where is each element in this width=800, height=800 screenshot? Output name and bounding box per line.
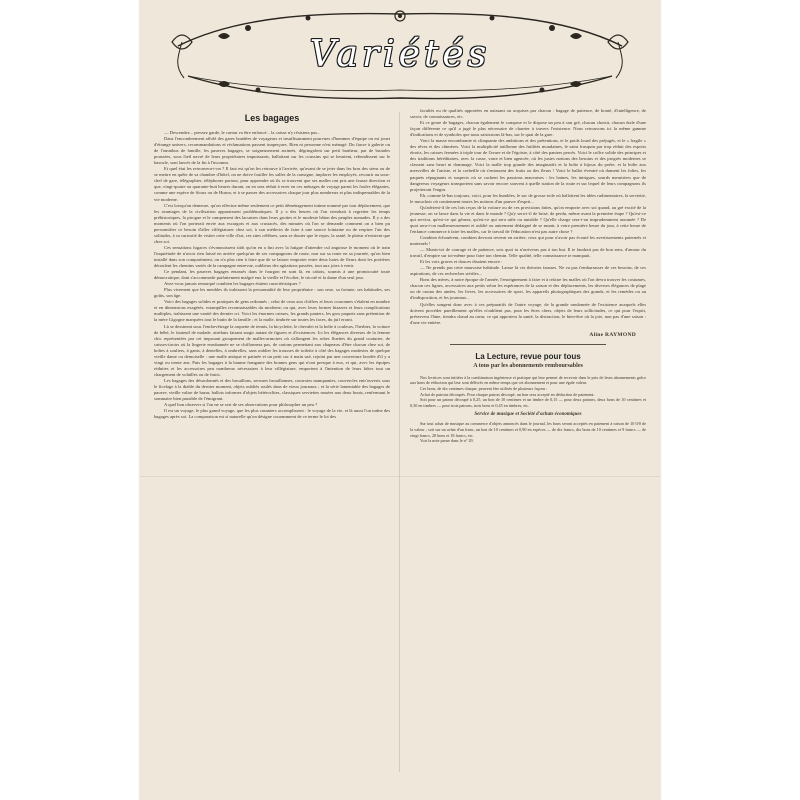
article-paragraph: Là se dessinent sous l'enchevêtrage la raquette de tennis, la bicyclette, le chevalet et la boîte à couleurs, l'herbier, la voiture de bébé, le fauteuil de malade, attributs faisant surgir autant de figures et d'existences. Ici les élégances diverses de la femme chic représentées par cet imposant groupement de malles-armoires où s'allongent les robes fluettes du grand couturier, de caisses-tiroirs où la lingerie enrubannée ne se chiffonnera pas, de cartons permettant aux chapeaux d'être chacun chez soi, de boîtes à souliers, à gants, à dentelles, à ombrelles, sans oublier les trousses de toilette à côté des bagages modestes de quelque vieille dame ou demoiselle : une malle antique et patinée et un petit sac à main usé, rejoint par une couverture brodée d'il y a vingt ou trente ans. Puis les bagages à la baume frangante des bonnes gens qui n'ont presque à eux, et qui, avec les équipes réduites et les accessoires peu nombreux nécessaires à leur villégiature, emportent à l'intention de leurs hôtes tout un chargement de volailles ou de fruits.: [154, 323, 390, 377]
column-divider: [399, 112, 400, 772]
banner-garland-bottom: [188, 76, 612, 99]
column-left: [154, 108, 390, 798]
lecture-paragraph: Soit pour un patron découpé à 0,25, un bon de 10 centimes et un timbre de 0,15 — pour deux patrons, deux bons de 10 centimes et 0,30 en timbres — pour trois patrons, trois bons et 0,45 en timbres, etc.: [410, 397, 646, 408]
section-divider: [450, 344, 606, 345]
article-paragraph: Qu'advient-il de ces lots reçus de la voiture ou de ces provisions faites, qu'on emporte avec soi quand, au gré excité de la jeunesse, on se lance dans la vie et dans le monde ? Qu'y sera-t-il de brisé, de perdu, même avant la première étape ? Qu'est-ce qui servira, qu'est-ce qui gênera, qu'est-ce qui sera utile ou nuisible ? Qu'elle charge sera-t-on imprudemment assumée ? De quoi sera-t-on malheureusement et oublié ou autrement dédaigné de se munir, à votre première heure du jour, à cette heure de l'enfance commerce à faire les malles, car le travail de l'éducation n'est pas autre chose ?: [410, 204, 646, 234]
lecture-paragraph: Nos lectrices sont initiées à la combinaison ingénieuse et pratique qui leur permet de recevoir dans le prix de leurs abonnements grâce aux bons de réduction qui leur sont délivrés en même temps que cet abonnement et pour une égale valeur.: [410, 374, 646, 386]
article-paragraph: — Descendez... pressez garde, le carton va être enfoncé... la caisse n'y résistera pas...: [164, 130, 321, 135]
article-paragraph: Et les voix graves et douces disaient encore :: [420, 259, 503, 265]
article-paragraph: — Munis-toi de courage et de patience, sois quoi tu n'arriveras pas à ton but. Il te faudrait pas de bon sens, d'amour du travail, d'empire sur toi-même pour faire ton chemin. Telle qualité, telle connaissance te manquait.: [410, 247, 646, 259]
column-right: [410, 108, 646, 798]
article-paragraph: facultés ou de qualités apportées en naissant ou acquises par chacun : bagage de patience, de bonté, d'intelligence, de savoir, de connaissances, etc.: [410, 108, 646, 120]
lecture-title: La Lecture, revue pour tous: [475, 351, 581, 361]
lecture-paragraph: Achat de patrons découpés. Pour chaque patron découpé, un bon sera accepté en déduction de paiement.: [420, 391, 595, 397]
section-title: Variétés: [309, 34, 491, 75]
service-paragraph: Sur tout achat de musique au commerce d'objets annoncés dans le journal, les bons seront acceptés en paiement à raison de 10 0/0 de la valeur ; soit sur un achat d'un franc, un bon de 10 centimes et 0,90 en espèces — de dix francs, dix bons de 10 centimes et 9 francs — de vingt francs, 20 bons et 18 francs, etc.: [410, 421, 646, 438]
article-paragraph: Et quel état les retrouvera-t-on ? Il faut est qu'on les retrouve à l'arrivée, qu'avant de se jeter dans les bras des siens ou de se mettre en quête de sa chambre d'hôtel, on ne doive fouiller les salles de la consigne, implorer les employés, recourir au sous-chef de gare, télégraphier, téléphoner partout, pour apprendre où ils se trouvent que ses malles ont pris une fausse direction et que, vingt-quatre ou quarante-huit heures durant, on en sera réduit à errer en ces ménages de voyage parmi les foules élégantes, comme une espèce de Sioux ou de Huron, et à se passer des accessoires chaque jour plus nombreux et plus indispensables de la vie moderne.: [154, 166, 390, 202]
article-paragraph: Avez-vous jamais remarqué combien les bagages étaient caractéristiques ?: [164, 281, 301, 287]
lecture-subtitle: A tous par les abonnements remboursables: [473, 362, 583, 369]
article-author: Aline RAYMOND: [589, 331, 636, 338]
article-paragraph: Plus vivement que les meubles ils trahissent la personnalité de leur propriétaire : son sexe, sa fortune, ses habitudes, ses goûts, son âge.: [154, 287, 390, 299]
article-paragraph: Ce pendant, les pauvres bagages entassés dans le fourgon en sont là, en cahots, soumis à une promiscuité toute démocratique, dont s'accommode parfaitement malgré eux la vieille et l'écolier, le tricoté et la dame d'un seul jour.: [154, 269, 390, 281]
article-paragraph: Les bagages des désordonnés et des brouillons, serrures brouillonnes, courroies manquantes, couvercles entr'ouverts sous le ficelage à la diable du dernier moment, objets oubliés roulés dans de vieux journaux ; et la série lamentable des bagages de pauvre, vieille valise de bazar, ballots informes d'objets hétéroclites, classiques serviettes nouées aux deux bouts, renfermant le sommaire bien passible de l'émigrant.: [154, 377, 390, 402]
newspaper-page: [140, 0, 660, 800]
article-paragraph: A quel bon observer si l'on ne se sert de ses observations pour philosopher un peu ?: [164, 402, 318, 408]
article-paragraph: Dans l'encombrement affolé des gares bondées de voyageurs et insuffisamment pourvues d'hommes d'équipe on est jouet d'étrange univers, recommandations et réclamations passent inaperçues. Rien ni personne n'est ménagé. Du fiacre à galerie ou de l'omnibus de famille, les pauvres bagages, se soigneusement arrimés, dégringolent sur petit bonheur, par de brutales poussées, sous l'œil navré de leurs propriétaires impuissants, ballottant sur les coussins qui se heurtent, rebondissent sur le bascule, sont lancés de la fin à l'inconnu.: [154, 136, 390, 166]
article-title: Les bagages: [244, 113, 300, 123]
article-paragraph: Combien échouèrent, combien devront revenir en arrière, ceux qui pour n'avoir pas écouté les avertissements paternels et maternels !: [410, 234, 646, 247]
service-title: Service de musique et Société d'achats économiques: [474, 412, 582, 418]
article-paragraph: Ces sensations fugaces s'évanouissent sitôt qu'on en a fini avec la fatigue d'attendre cul angoisse le moment où le train l'inquiétude de n'avoir rien laissé en arrière quelqu'un de ses compagnons de route, non sur sa route en sa journée, qu'on bien installé dans son compartiment, on n'a plus rien à faire que de se laisser emporter entre deux haies de fleurs dont les portières déroulent les chemins variés de la campagne entrevue, oublieux des agitations passées, tout aux joies à venir.: [154, 244, 390, 269]
article-paragraph: Voici la masse encombrante et clinquante des ambitions et des prétentions, et le poids lourd des préjugés, et le « fragile » des rêves et des chimères. Voici la multiplicité tatillonne des futilités mondaines, le saint frusquin par trop réduit des espoirs étroits, les caisses fermées à triple tour de l'avare et de l'égoïste, à côté des paniers percés. Voici le coffre solide des principes et des traditions héréditaires, avec la casse, vaste et bien agencée, où les justes notions des besoins et des progrès modernes se classent sans heurt ni dommage. Voici la malle trop grande des imaginatifs et la boîte à bijoux du poète, et la boîte aux merveilles de l'artiste, et la corbeille où s'entassent des fruits ou des fleurs ! Voici le ballot éventré où dansent les folies, les paquets répugnants et suspects où se cachent les passions mauvaises : les haines, les intrigues, sourds meurtriers que de dangereux voyageurs transportent sans savoir encore souvent à quelle station de la route et sur lequel de leurs compagnons ils projetteront l'engin.: [410, 138, 646, 192]
article-paragraph: Bons des mères, à notre époque de l'année, l'enseignement à faire et à refaire les malles où l'on devra trouver les costumes, chacun ces lignes, accessoires aux petits selon les espérances de la saison et des déplacements, les diverses élégances de plage ou de casino des ainées, les livres, les accessoires de sport, les appareils photographiques des grands, et les remèdes ou au d'indisposition, et les journaux...: [410, 277, 646, 301]
article-paragraph: C'est lorsqu'on demeure, qu'on effectue même seulement ce petit déménagement intime nommé par tout déplacement, que les avantages de la civilisation apparaissent problématiques. Il y a des heures où l'on viendrait à regretter les temps préhistoriques, la pirogue et le campement des lacustres dans leurs grottes et le modeste bâton des peuples nomades. Il y a des moments où l'on porterait envie aux escargots et aux crustacés, des minutes où l'on se demande comment on a bien pu personnifier ce besoin d'aller villégiaturer chez soi, à son médecin de faire à une source lointaine ou de respirer l'air des solitudes, à sa curiosité de visiter cette ville d'art, ces sites célèbres, sans se douter que le repos, la santé, le plaisir n'existent que chez soi.: [154, 202, 390, 244]
article-paragraph: Qu'elles songent donc avec à ces préparatifs de l'autre voyage, de la grande randonnée de l'existence auxquels elles doivent procéder pareillement qu'elles n'oublient pas, pour les êtres chers, objets de leurs sollicitudes, ce qui pour l'esprit, préservera l'âme, tiendra chaud au cœur, ce qui apportera la santé, la distraction, le bien-être où la joie, non pas d'une saison : d'une vie entière.: [410, 301, 646, 325]
article-paragraph: Il est un voyage, le plus grand voyage, que les plus casaniers accomplissent : le voyage de la vie, et là aussi l'on traîne des bagages après soi. La comparaison est si naturelle qu'on désigne couramment de ce terme le lot des: [154, 408, 390, 420]
article-paragraph: Et ce genre de bagages, chacun également le compose et le dispose un peu à son gré, chacun choisit, chacun étale d'une façon différente ce qu'il a jugé le plus nécessaire de charrier à travers l'existence. Nous retrouvons ici la même gamme d'indications et de symboles que nous saisissions là-bas, sur le quai de la gare.: [410, 120, 646, 138]
article-paragraph: Eh, comme là-bas toujours, voici, pour les humbles, le sac de grosse toile où ballottent les idées rudimentaires, la serviette, le mouchoir où contiennent toutes les notions d'un pauvre d'esprit...: [410, 192, 646, 204]
lecture-body: [410, 375, 646, 409]
article-paragraph: — Ne prends pas cette mauvaise habitude. Laisse là ces théories fausses. Ne va pas t'embarrasser de ces besoins, de ces aspirations, de ces recherches stériles...: [410, 265, 646, 277]
article-paragraph: Voici des bagages solides et pratiques de gens ordonnés ; celui de ceux aux chiffres et leurs couronnes s'étalent en nombre et en dimensions exagérés, estampilles reconnaissables du moderne, ou qui, avec leurs formes bizarres et leurs complications multiples, trahissent une vanité des dernier cri. Voici les énormes caisses, les grands paniers, les gros paquets sans prétention de la mère Gigogne marquées tout le butin de la famille ; et la malle, timbrée sur toutes les faces, du juif errant.: [154, 299, 390, 323]
lecture-paragraph: Ces bons, de dix centimes chaque, peuvent être utilisés de plusieurs façons :: [420, 385, 548, 391]
service-body: [410, 421, 646, 443]
service-paragraph: Voir la note parue dans le n° 29.: [420, 438, 474, 444]
